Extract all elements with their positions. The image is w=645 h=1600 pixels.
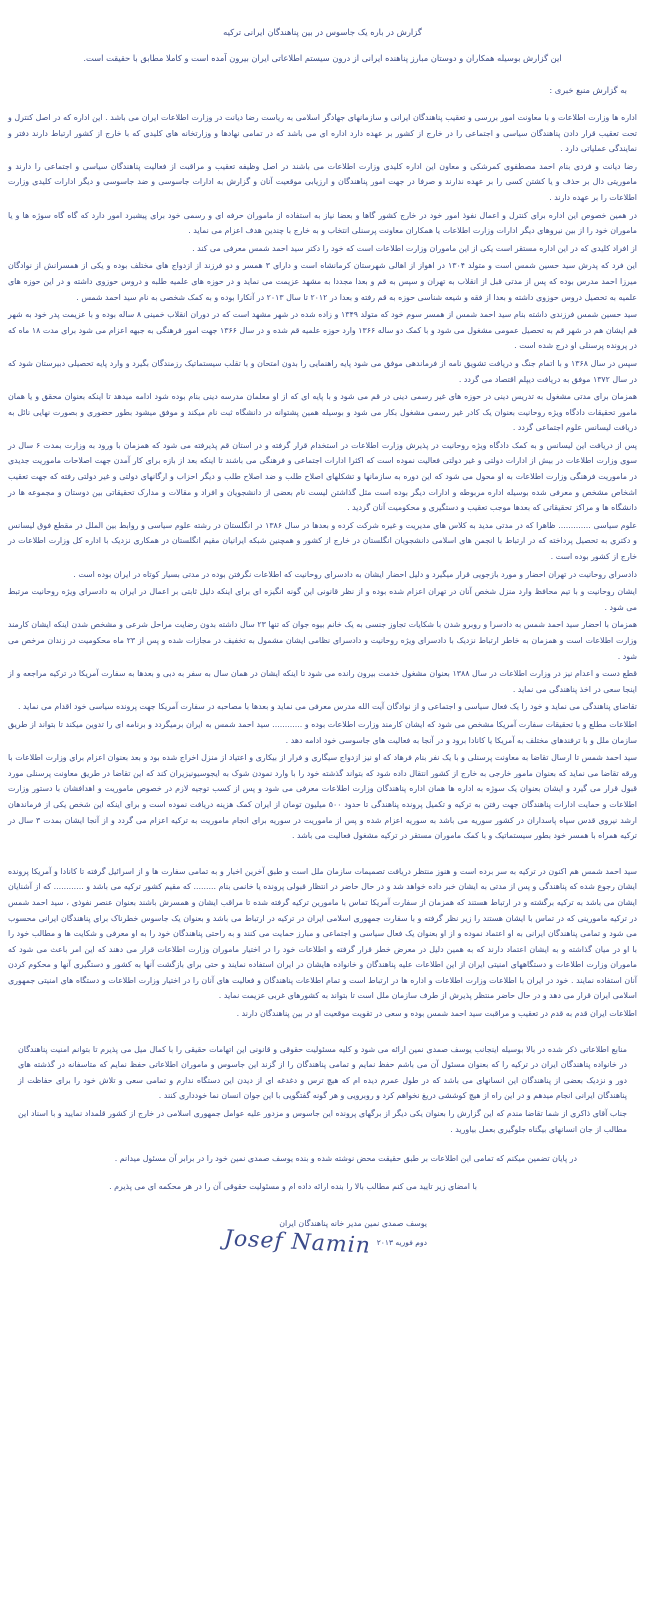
body-paragraph: علوم سیاسی ............. ظاهرا که در مدتی مدید به کلاس های مدیریت و غیره شرکت کرده و بعدها در سال ۱۳۸۶ در انگلستان در رشته علوم سیاسی و روابط بین الملل در مقطع فوق لیسانس و دکتری به تحصیل پرداخته که در ارتباط با انجمن های اسلامی دانشجویان انگلستان در خارج از کشور و همچنین شبکه ایرانیان مقیم انگلستان در همکاری نزدیک با اداره کل وزارت اطلاعات در خارج از کشور بوده است . bbox=[8, 520, 637, 562]
body-paragraph: از افراد کلیدی که در این اداره مستقر است یکی از این ماموران وزارت اطلاعات است که خود را دکتر سید احمد شمس معرفی می کند . bbox=[192, 243, 637, 253]
handwritten-signature: Josef Namin bbox=[223, 1226, 372, 1260]
body-paragraph: سید حسین شمس فرزندی داشته بنام سید احمد شمس از همسر سوم خود که متولد ۱۳۴۹ و زاده شده در شهر مشهد است که در دوران انقلاب خمینی ۸ ساله بوده و با عزیمت پدر خود به شهر قم ایشان هم در شهر قم به تحصیل عمومی مشغول می شود و با کمک دو ساله ۱۳۶۶ وارد حوزه علمیه قم شده و در سال ۱۳۶۶ جهت امور فرهنگی به جبهه اعزام می شود برای مدت ۱۸ ماه که در پرونده پرسنلی او درج شده است . bbox=[8, 310, 638, 351]
body-paragraph: سید احمد شمس هم اکنون در ترکیه به سر برده است و هنوز منتظر دریافت تصمیمات سازمان ملل است و طبق آخرین اخبار و به تمامی سفارت ها و از اسرائیل گرفته تا کانادا و آمریکا پرونده ایشان رجوع شده که پناهندگی و پس از مدتی به ایشان خبر داده خواهد شد و در حال حاضر در انتظار قبولی پرونده یا خانمی بنام ......... که مقیم کشور ترکیه می باشد و ............ که از آشنایان ایشان می باشد به ترکیه برگشته و در ارتباط هستند که همزمان از سفارت آمریکا تماس با مامورین ترکیه گرفته شده تا مراقب ایشان و همسرش باشند بعنوان عنصر نفوذی ، سید احمد شمس در ترکیه مامورینی که در تماس با ایشان هستند را زیر نظر گرفته و با سفارت جمهوری اسلامی ایران در ترکیه در ارتباط می باشد و بعنوان یک جاسوس خطرناک برای پناهندگان ایرانی محسوب می شود و تمامی پناهندگان ایرانی به او اعتماد نموده و از او بعنوان یک فعال سیاسی و اجتماعی و مبارز حمایت می کنند و به راحتی پناهندگان خود را به او معرفی و شکایت ها و مطالب خود را با او در میان گذاشته و به ایشان اعتماد دارند که به همین دلیل در معرض خطر قرار گرفته و اطلاعات خود را در اختیار ماموران وزارت اطلاعات قرار می دهند که این امر باعث می شود که ماموران وزارت اطلاعات و دستگاههای امنیتی ایران از این اطلاعات علیه پناهندگان و خانواده هایشان در ایران استفاده نمایند و حتی برای بازگشت آنها به کشور و دستگیری آنها و محکوم کردن آنان استفاده نمایند . خود در ایران با اطلاعات وزارت اطلاعات و اداره ها در ارتباط است و تمام اطلاعات پناهندگان و فعالیت های آنان را در اختیار وزارت اطلاعات و دستگاه های امنیتی جمهوری اسلامی ایران قرار می دهد و در حال حاضر منتظر پذیرش از طرف سازمان ملل است تا بتواند به کشورهای غربی عزیمت نماید . bbox=[8, 866, 637, 1001]
body-paragraph: دادسرای روحانیت در تهران احضار و مورد بازجویی قرار میگیرد و دلیل احضار ایشان به دادسرای روحانیت که اطلاعات نگرفتن بوده در مدتی بسیار کوتاه در ایران بوده است . bbox=[73, 569, 637, 579]
source-subheading: به گزارش منبع خبری : bbox=[549, 85, 627, 95]
report-body-section-3 bbox=[8, 1042, 637, 1138]
body-paragraph: اطلاعات مطلع و با تحقیقات سفارت آمریکا مشخص می شود که ایشان کارمند وزارت اطلاعات بوده و ............ سید احمد شمس به ایران برمیگردد و برنامه ای را تدوین میکند تا بتواند از طریق سازمان ملل و با ترفندهای مختلف به آمریکا یا کانادا برود و در آنجا به فعالیت های جاسوسی خود ادامه دهد . bbox=[8, 719, 637, 745]
body-paragraph: سپس در سال ۱۳۶۸ و با اتمام جنگ و دریافت تشویق نامه از فرماندهی موفق می شود پایه راهنمایی را بدون امتحان و با تقلب سیستماتیک رزمندگان بگیرد و وارد پایه تحصیلی دبیرستان شود که در سال ۱۳۷۲ موفق به دریافت دیپلم اقتصاد می گردد . bbox=[8, 358, 637, 384]
closing-statement: در پایان تضمین میکنم که تمامی این اطلاعات بر طبق حقیقت محض نوشته شده و بنده یوسف صمدی نمین خود را در برابر آن مسئول میدانم . bbox=[114, 1154, 577, 1164]
body-paragraph: این فرد که پدرش سید حسین شمس است و متولد ۱۳۰۴ در اهواز از اهالی شهرستان کرمانشاه است و دارای ۳ همسر و دو فرزند از ازدواج های مختلف بوده و یکی از همسرانش از نوادگان میرزا احمد مدرس بوده که پس از مدتی قبل از انقلاب به تهران و سپس به قم و بعدا مجددا به مشهد عزیمت می نماید و در حوزه های علمیه طلبه و دروس حوزوی داشته و در این حوزه های علمیه به تحصیل دروس حوزوی داشته و بعدا از فقه و شیعه شناسی حوزه به قم رفته و بعدا در ۲۰۱۲ تا سال ۲۰۱۳ در آنکارا بوده و به کمک شخصی به نام سید احمد شمس . bbox=[8, 261, 637, 302]
letter-date: دوم فوریه ۲۰۱۳ bbox=[376, 1238, 427, 1248]
body-paragraph: تقاضای پناهندگی می نماید و خود را یک فعال سیاسی و اجتماعی و از نوادگان آیت الله مدرس معرفی می نماید و بعدها با مصاحبه در سفارت آمریکا جهت پرونده سیاسی خود اقدام می نماید . bbox=[17, 702, 637, 712]
body-paragraph: قطع دست و اعدام نیز در وزارت اطلاعات در سال ۱۳۸۸ بعنوان مشغول خدمت بیرون رانده می شود تا اینکه ایشان در همان سال به سفر به دبی و بعدها به سفارت آمریکا در ترکیه مراجعه و از اینجا سعی در اخذ پناهندگی می نماید . bbox=[8, 669, 638, 694]
body-paragraph: منابع اطلاعاتی ذکر شده در بالا بوسیله اینجانب یوسف صمدی نمین ارائه می شود و کلیه مسئولیت حقوقی و قانونی این اتهامات حقیقی را با کمال میل می پذیرم تا بتوانم امنیت پناهندگان در خانواده پناهندگان ایران در ترکیه را که بعنوان مسئول آن می باشم حفظ نمایم و تمامی پناهندگان را از گزند این جاسوس و ماموران اطلاعاتی حفظ نمایم که متاسفانه در گذشته های دور و نزدیک بعضی از پناهندگان این انسانهای می باشد که در طول عمرم دیده ام که هیچ ترس و دغدغه ای از دیدن این دستگاه ندارم و تمامی سعی و تلاش خود را برای حفاظت از پناهندگان ایرانی انجام میدهم و در این راه از هیچ کوششی دریغ نخواهم کرد و روبرویی و هر گونه گفتگویی با این جوان انسان نما خودداری کنند . bbox=[18, 1044, 627, 1101]
signature-block bbox=[8, 1216, 637, 1260]
body-paragraph: اداره ها وزارت اطلاعات و با معاونت امور بررسی و تعقیب پناهندگان ایرانی و سازمانهای جهادگر اسلامی به ریاست رضا دیانت در وزارت اطلاعات ایران می باشد . این اداره که در اصل کنترل و تحت تعقیب قرار دادن پناهندگان سیاسی و اجتماعی را در خارج از کشور بر عهده دارد اداره ای می باشد که در تمامی نهادها و وزارتخانه های کلیدی که با خارج از کشور ارتباط دارند دفتر و نمایندگی عملیاتی دارد . bbox=[8, 113, 637, 154]
body-paragraph: در همین خصوص این اداره برای کنترل و اعمال نفوذ امور خود در خارج کشور گاها و بعضا نیاز به استفاده از ماموران حرفه ای و رسمی خود برای پیشبرد امور دارد که گاه گاه سوژه ها و یا ماموران خود را از بین نیروهای دیگر ادارات وزارت اطلاعات یا همکاران معاونت پرسنلی انتخاب و به خارج با چندین هدف اعزام می نماید . bbox=[8, 210, 637, 236]
body-paragraph: ایشان روحانیت و با تیم محافظ وارد منزل شخص آنان در تهران اعزام شده بوده و از نظر قانونی این گونه انگیزه ای برای اینکه دلیل ثابتی بر اعمال در ایران به دادسرای ویژه روحانیت مرتبط می شود . bbox=[8, 587, 637, 612]
body-paragraph: اطلاعات ایران قدم به قدم در تعقیب و مراقبت سید احمد شمس بوده و سعی در تقویت موقعیت او در بین پناهندگان دارند . bbox=[236, 1009, 637, 1019]
document-intro: این گزارش بوسیله همکاران و دوستان مبارز پناهنده ایرانی از درون سیستم اطلاعاتی ایران بیرون آمده است و کاملا مطابق با حقیقت است. bbox=[83, 53, 562, 63]
body-paragraph: رضا دیانت و فردی بنام احمد مصطفوی کمرشکی و معاون این اداره کلیدی وزارت اطلاعات می باشند در اصل وظیفه تعقیب و مراقبت از فعالیت پناهندگان سیاسی و اجتماعی را دارند و ماموریتی دال بر حذف و یا کشتن کسی را بر عهده ندارند و صرفا در جهت امور پناهندگان و ارزیابی موقعیت آنان و گزارش به ادارات جاسوسی و ضد جاسوسی و دیگر ادارات کلیدی وزارت اطلاعات را بر عهده دارند . bbox=[8, 161, 637, 202]
signatory-name: یوسف صمدی نمین مدیر خانه پناهندگان ایران bbox=[279, 1219, 427, 1229]
document-title: گزارش در باره یک جاسوس در بین پناهندگان ایرانی ترکیه bbox=[223, 27, 422, 37]
body-paragraph: سید احمد شمس تا ارسال تقاضا به معاونت پرسنلی و با یک نفر بنام فرهاد که او نیز ازدواج سیگاری و فرار از بیکاری و اعتیاد از منزل اخراج شده بود و بعد بعنوان اعزام برای وزارت اطلاعات با ورقه تقاضا می نماید که بعنوان مامور خارجی به خارج از کشور انتقال داده شود که بتواند گذشته خود را با وارد نمودن شوک به ایجوسیونیزیران کند که این تقاضا در طریق معاونت پرسنلی مورد قبول قرار می گیرد و ایشان بعنوان یک سوژه به اداره ها همان اداره پناهندگان وزارت اطلاعات معرفی می شود و پس از کسب توجیه لازم در خصوص ماموریت و اهدافشان با دستور وزارت اطلاعات و حمایت ادارات پناهندگان جهت رفتن به ترکیه و تکمیل پرونده پناهندگی تا حدود ۵۰۰ میلیون تومان از ایران کمک هزینه دریافت نموده است و برای اینکه این شخص یکی از فرماندهان ارشد نیروی قدس سپاه پاسداران در کشور سوریه می باشد به سوریه اعزام شده و پس از ماموریت در سوریه برای انجام ماموریت به ترکیه اعزام می گردد و از آنجا ایشان بمدت ۳ سال در ترکیه همراه با همسر خود بطور سیستماتیک و با کمک ماموران مستقر در ترکیه مشغول فعالیت می باشد . bbox=[8, 753, 638, 841]
report-body-section-1 bbox=[8, 110, 637, 844]
closing-confirmation: با امضای زیر تایید می کنم مطالب بالا را بنده ارائه داده ام و مسئولیت حقوقی آن را در هر محکمه ای می پذیرم . bbox=[109, 1181, 477, 1191]
body-paragraph: پس از دریافت این لیسانس و به کمک دادگاه ویژه روحانیت در پذیرش وزارت اطلاعات در استخدام قرار گرفته و در استان قم پذیرفته می شود که همزمان با ورود به وزارت بمدت ۶ سال در سوی وزارت اطلاعات در بیش از ادارات دولتی و غیر دولتی فعالیت نموده است که اکثرا ادارات اجتماعی و فرهنگی می باشند تا اینکه بعد از بازه برای کار آمدن جهت اصلاحات ماموریت جدیدی در ماموریت فرهنگی وزارت اطلاعات به او محول می شود که این دوره به سازمانها و تشکلهای اصلاح طلب و ضد اصلاح طلب و دیگر احزاب و ارگانهای دولتی و غیر دولتی رفته که جهت تعقیب اشخاص مشخص و معرفی شده بوسیله اداره مربوطه و ادارات دیگر بوده است مثل گذاشتن لیست نام بعضی از دانشجویان و افراد و مقالات و مدارک تحقیقاتی بین دوستان و مجموعه ها در دانشگاه ها و مراکز تحقیقاتی که بعدها موجب تعقیب و دستگیری و محکومیت آنان گردید . bbox=[8, 440, 637, 513]
body-paragraph: همزمان برای مدتی مشغول به تدریس دینی در حوزه های غیر رسمی دینی در قم می شود و با پایه ای که از او معلمان مدرسه دینی بنام بوده شود ادامه میدهد تا اینکه بعنوان محقق و یا همان مامور تحقیقات دادگاه ویژه روحانیت بعنوان یک کادر غیر رسمی مشغول بکار می شود و بوسیله همین پشتوانه در دانشگاه ثبت نام میکند و موفق میشود بطور حضوری و بصورت نهایی نائل به دریافت لیسانس علوم اجتماعی گردد . bbox=[8, 392, 637, 433]
body-paragraph: جناب آقای ذاکری از شما تقاضا مندم که این گزارش را بعنوان یکی دیگر از برگهای پرونده این جاسوس و مزدور علیه عوامل جمهوری اسلامی در خارج از کشور قلمداد نمایید و با اسناد این مطالب از جان انسانهای بیگناه جلوگیری بعمل بیاورید . bbox=[18, 1109, 627, 1134]
report-body-section-2 bbox=[8, 864, 637, 1022]
body-paragraph: همزمان با احضار سید احمد شمس به دادسرا و روبرو شدن با شکایات تجاوز جنسی به یک خانم بیوه جوان که تنها ۲۳ سال داشته بدون رضایت مراحل شرعی و مشخص شدن اینکه ایشان کارمند وزارت اطلاعات است و همزمان به خاطر ارتباط نزدیک با دادسرای ویژه روحانیت و دادسرای نظامی ایشان مشمول به تخفیف در مجازات شده و پس از ۲۳ ماه محکومیت در زندان مرخص می شود . bbox=[8, 620, 638, 661]
